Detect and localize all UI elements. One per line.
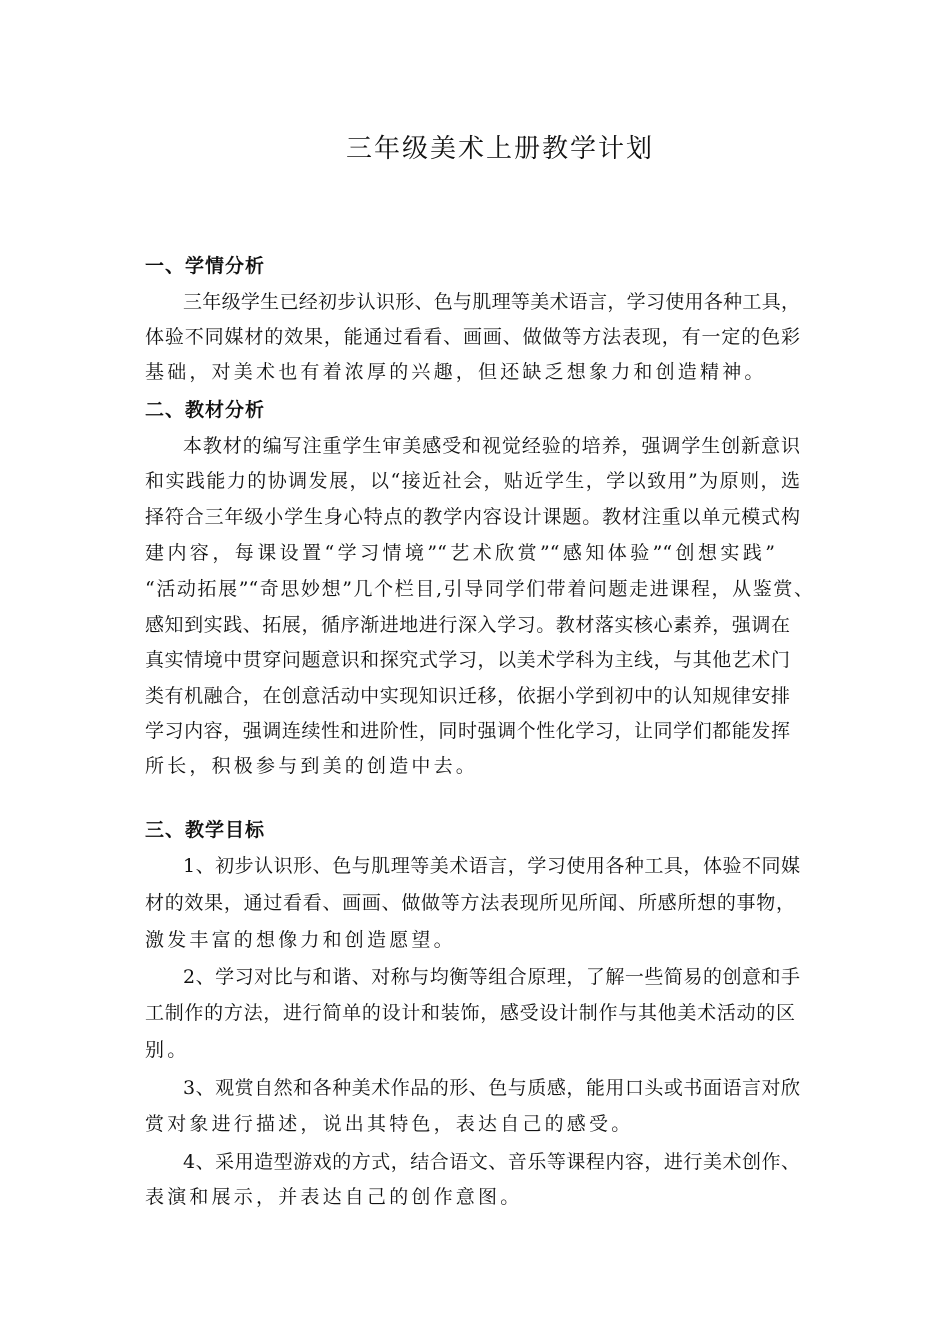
goal-line: 表演和展示，并表达自己的创作意图。 [145, 1186, 523, 1208]
paragraph-line: 类有机融合，在创意活动中实现知识迁移，依据小学到初中的认知规律安排 [145, 685, 790, 707]
goal-line: 工制作的方法，进行简单的设计和装饰，感受设计制作与其他美术活动的区 [145, 1002, 795, 1024]
goal-line: 赏对象进行描述，说出其特色，表达自己的感受。 [145, 1113, 634, 1135]
section-heading: 二、教材分析 [145, 399, 266, 421]
paragraph-line: 建内容，每课设置“学习情境”“艺术欣赏”“感知体验”“创想实践” [145, 542, 775, 564]
paragraph-line: 本教材的编写注重学生审美感受和视觉经验的培养，强调学生创新意识 [183, 435, 800, 457]
paragraph-line: 真实情境中贯穿问题意识和探究式学习，以美术学科为主线，与其他艺术门 [145, 649, 790, 671]
paragraph-line: 三年级学生已经初步认识形、色与肌理等美术语言，学习使用各种工具， [183, 291, 800, 313]
paragraph-line: 感知到实践、拓展，循序渐进地进行深入学习。教材落实核心素养，强调在 [145, 614, 790, 636]
goal-line: 3、观赏自然和各种美术作品的形、色与质感，能用口头或书面语言对欣 [183, 1077, 800, 1099]
goal-line: 激发丰富的想像力和创造愿望。 [145, 929, 456, 951]
goal-line: 4、采用造型游戏的方式，结合语文、音乐等课程内容，进行美术创作、 [183, 1151, 800, 1173]
paragraph-line: 和实践能力的协调发展，以“接近社会，贴近学生，学以致用”为原则，选 [145, 470, 800, 492]
paragraph-line: “活动拓展”“奇思妙想”几个栏目,引导同学们带着问题走进课程，从鉴赏、 [145, 578, 813, 600]
paragraph-line: 体验不同媒材的效果，能通过看看、画画、做做等方法表现，有一定的色彩 [145, 326, 800, 348]
goal-line: 别。 [145, 1039, 190, 1061]
section-heading: 三、教学目标 [145, 819, 266, 841]
paragraph-line: 学习内容，强调连续性和进阶性，同时强调个性化学习，让同学们都能发挥 [145, 720, 790, 742]
paragraph-line: 所长，积极参与到美的创造中去。 [145, 755, 479, 777]
document-title: 三年级美术上册教学计划 [345, 134, 654, 164]
paragraph-line: 基础，对美术也有着浓厚的兴趣，但还缺乏想象力和创造精神。 [145, 361, 767, 383]
section-heading: 一、学情分析 [145, 255, 266, 277]
goal-line: 1、初步认识形、色与肌理等美术语言，学习使用各种工具，体验不同媒 [183, 855, 800, 877]
goal-line: 2、学习对比与和谐、对称与均衡等组合原理，了解一些简易的创意和手 [183, 966, 800, 988]
goal-line: 材的效果，通过看看、画画、做做等方法表现所见所闻、所感所想的事物， [145, 892, 795, 914]
paragraph-line: 择符合三年级小学生身心特点的教学内容设计课题。教材注重以单元模式构 [145, 506, 800, 528]
